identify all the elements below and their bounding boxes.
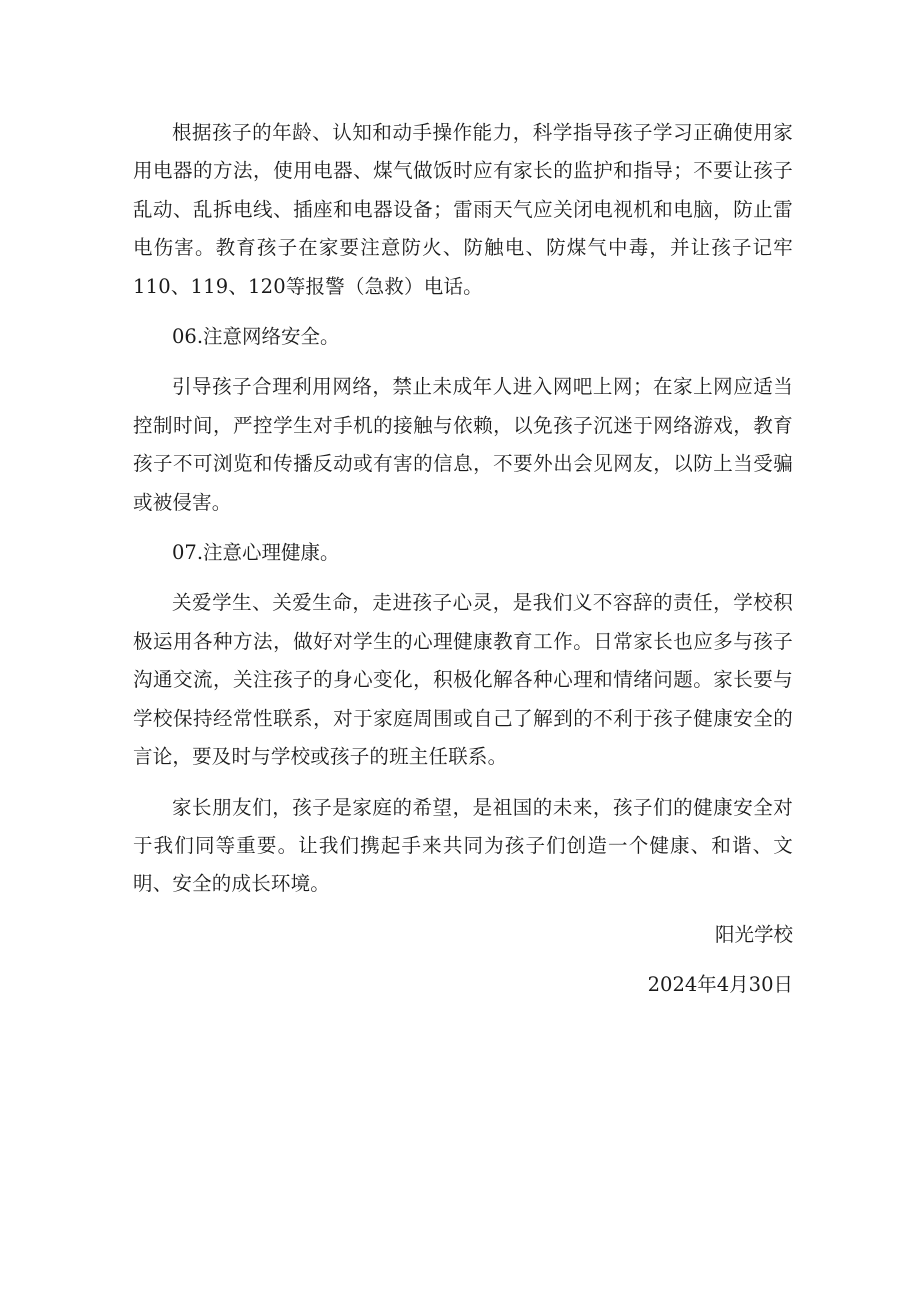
document-body <box>133 114 793 1005</box>
paragraph-closing: 家长朋友们，孩子是家庭的希望，是祖国的未来，孩子们的健康安全对于我们同等重要。让我们携起手来共同为孩子们创造一个健康、和谐、文明、安全的成长环境。 <box>133 795 793 896</box>
heading-mental-health: 07.注意心理健康。 <box>172 541 340 565</box>
signature-organization: 阳光学校 <box>714 922 793 946</box>
signature-date: 2024年4月30日 <box>647 973 793 997</box>
paragraph-network-safety: 引导孩子合理利用网络，禁止未成年人进入网吧上网；在家上网应适当控制时间，严控学生对手机的接触与依赖，以免孩子沉迷于网络游戏，教育孩子不可浏览和传播反动或有害的信息，不要外出会见网友，以防上当受骗或被侵害。 <box>133 375 793 514</box>
paragraph-mental-health: 关爱学生、关爱生命，走进孩子心灵，是我们义不容辞的责任，学校积极运用各种方法，做好对学生的心理健康教育工作。日常家长也应多与孩子沟通交流，关注孩子的身心变化，积极化解各种心理和情绪问题。家长要与学校保持经常性联系，对于家庭周围或自己了解到的不利于孩子健康安全的言论，要及时与学校或孩子的班主任联系。 <box>133 591 793 769</box>
heading-network-safety: 06.注意网络安全。 <box>172 325 340 349</box>
paragraph-appliance-safety: 根据孩子的年龄、认知和动手操作能力，科学指导孩子学习正确使用家用电器的方法，使用电器、煤气做饭时应有家长的监护和指导；不要让孩子乱动、乱拆电线、插座和电器设备；雷雨天气应关闭电视机和电脑，防止雷电伤害。教育孩子在家要注意防火、防触电、防煤气中毒，并让孩子记牢110、119、120等报警（急救）电话。 <box>133 121 793 298</box>
